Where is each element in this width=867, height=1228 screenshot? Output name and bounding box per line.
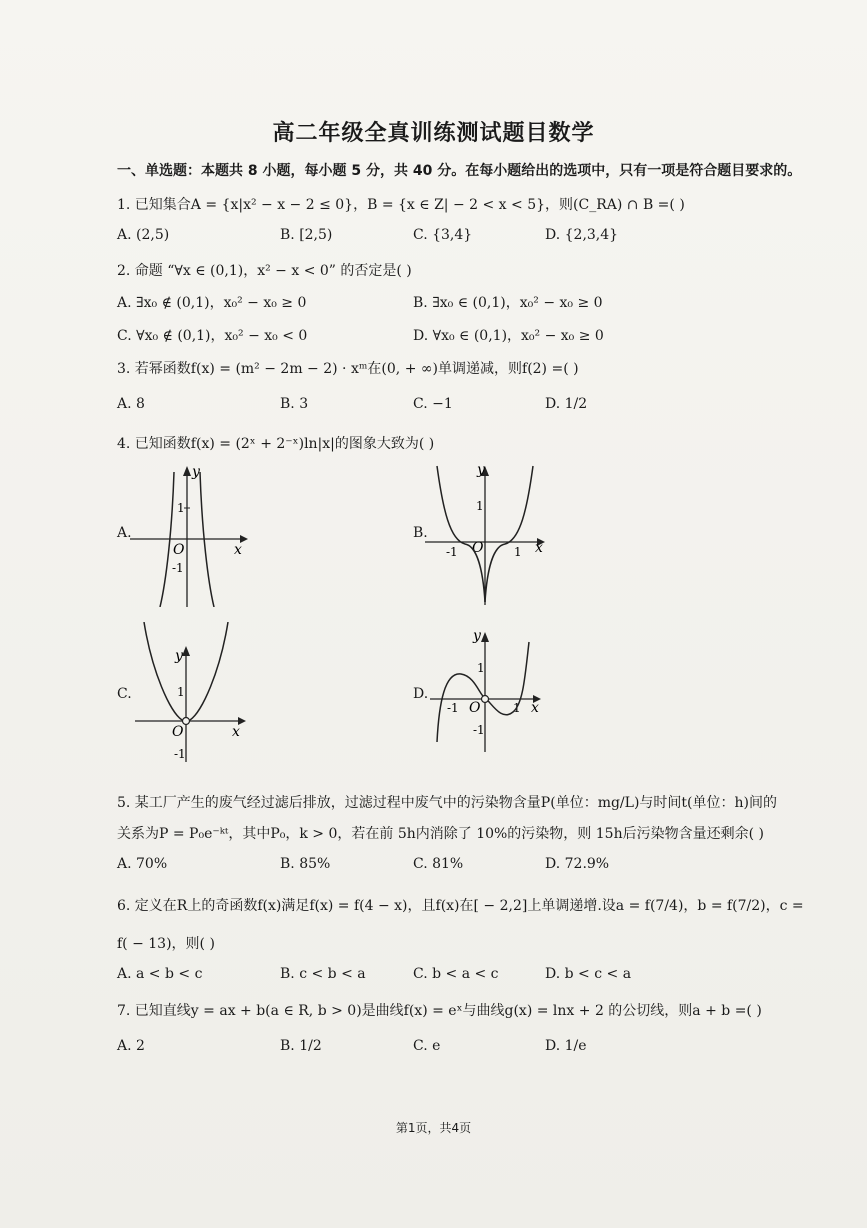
axis-x-label: x (232, 724, 240, 740)
axis-x-label: x (234, 542, 242, 558)
question-2-option-d: D. ∀x₀ ∈ (0,1)，x₀² − x₀ ≥ 0 (413, 328, 604, 344)
question-6-option-c: C. b < a < c (413, 966, 499, 982)
graph-d (425, 622, 555, 757)
question-3-stem: 3. 若幂函数f(x) = (m² − 2m − 2) · xᵐ在(0, + ∞)单调递减，则f(2) =( ) (117, 361, 579, 377)
question-1-option-c: C. {3,4} (413, 227, 473, 243)
axis-y-label: y (473, 628, 481, 644)
page-footer: 第1页，共4页 (395, 1121, 472, 1135)
question-3-option-b: B. 3 (280, 396, 309, 412)
tick-neg-one-label: -1 (172, 561, 184, 575)
origin-label: O (173, 542, 185, 558)
question-2-stem: 2. 命题 “∀x ∈ (0,1)，x² − x < 0” 的否定是( ) (117, 263, 412, 279)
tick-neg-one-y-label: -1 (473, 723, 485, 737)
tick-one-x-label: 1 (513, 701, 521, 715)
tick-neg-one-label: -1 (447, 701, 459, 715)
question-3-option-a: A. 8 (117, 396, 145, 412)
axis-x-label: x (535, 540, 543, 556)
graph-c-label: C. (117, 686, 132, 702)
question-5-option-a: A. 70% (117, 856, 168, 872)
graph-b (425, 460, 555, 605)
question-6-option-a: A. a < b < c (117, 966, 203, 982)
question-7-option-d: D. 1/e (545, 1038, 587, 1054)
origin-label: O (472, 540, 484, 556)
axis-x-label: x (531, 700, 539, 716)
tick-neg-one-label: -1 (174, 747, 186, 761)
tick-one-x-label: 1 (514, 545, 522, 559)
question-6-option-d: D. b < c < a (545, 966, 632, 982)
question-2-option-b: B. ∃x₀ ∈ (0,1)，x₀² − x₀ ≥ 0 (413, 295, 603, 311)
tick-neg-one-label: -1 (446, 545, 458, 559)
origin-label: O (172, 724, 184, 740)
question-5-stem-line2: 关系为P = P₀e⁻ᵏᵗ，其中P₀，k > 0，若在前 5h内消除了 10%的污染物，则 15h后污染物含量还剩余( ) (117, 826, 764, 842)
graph-a-label: A. (117, 525, 132, 541)
question-5-option-d: D. 72.9% (545, 856, 610, 872)
question-7-option-a: A. 2 (117, 1038, 145, 1054)
question-6-option-b: B. c < b < a (280, 966, 366, 982)
tick-one-label: 1 (477, 661, 485, 675)
question-5-option-b: B. 85% (280, 856, 331, 872)
question-3-option-d: D. 1/2 (545, 396, 588, 412)
question-1-stem: 1. 已知集合A = {x|x² − x − 2 ≤ 0}，B = {x ∈ Z| − 2 < x < 5}，则(C_RA) ∩ B =( ) (117, 197, 685, 213)
question-3-option-c: C. −1 (413, 396, 453, 412)
graph-c (130, 622, 260, 767)
axis-y-label: y (477, 462, 485, 478)
question-7-stem: 7. 已知直线y = ax + b(a ∈ R, b > 0)是曲线f(x) = eˣ与曲线g(x) = lnx + 2 的公切线，则a + b =( ) (117, 1003, 762, 1019)
tick-one-label: 1 (177, 685, 185, 699)
question-5-stem-line1: 5. 某工厂产生的废气经过滤后排放，过滤过程中废气中的污染物含量P(单位：mg/L)与时间t(单位：h)间的 (117, 795, 777, 811)
question-7-option-b: B. 1/2 (280, 1038, 322, 1054)
tick-one-label: 1 (177, 501, 185, 515)
axis-y-label: y (175, 648, 183, 664)
graph-a (130, 462, 260, 607)
question-1-option-b: B. [2,5) (280, 227, 333, 243)
axis-y-label: y (192, 464, 200, 480)
section-heading: 一、单选题：本题共 8 小题，每小题 5 分，共 40 分。在每小题给出的选项中，只有一项是符合题目要求的。 (117, 163, 802, 179)
graph-b-label: B. (413, 525, 428, 541)
question-6-stem-line1: 6. 定义在R上的奇函数f(x)满足f(x) = f(4 − x)，且f(x)在[ − 2,2]上单调递增.设a = f(7/4)，b = f(7/2)，c = (117, 898, 804, 914)
question-2-option-c: C. ∀x₀ ∉ (0,1)，x₀² − x₀ < 0 (117, 328, 308, 344)
question-7-option-c: C. e (413, 1038, 441, 1054)
question-1-option-d: D. {2,3,4} (545, 227, 619, 243)
graph-d-label: D. (413, 686, 429, 702)
question-2-option-a: A. ∃x₀ ∉ (0,1)，x₀² − x₀ ≥ 0 (117, 295, 307, 311)
tick-one-label: 1 (476, 499, 484, 513)
origin-label: O (469, 700, 481, 716)
question-6-stem-line2: f( − 13)，则( ) (117, 936, 215, 952)
question-1-option-a: A. (2,5) (117, 227, 170, 243)
page-title: 高二年级全真训练测试题目数学 (272, 121, 595, 146)
question-5-option-c: C. 81% (413, 856, 464, 872)
question-4-stem: 4. 已知函数f(x) = (2ˣ + 2⁻ˣ)ln|x|的图象大致为( ) (117, 436, 435, 452)
